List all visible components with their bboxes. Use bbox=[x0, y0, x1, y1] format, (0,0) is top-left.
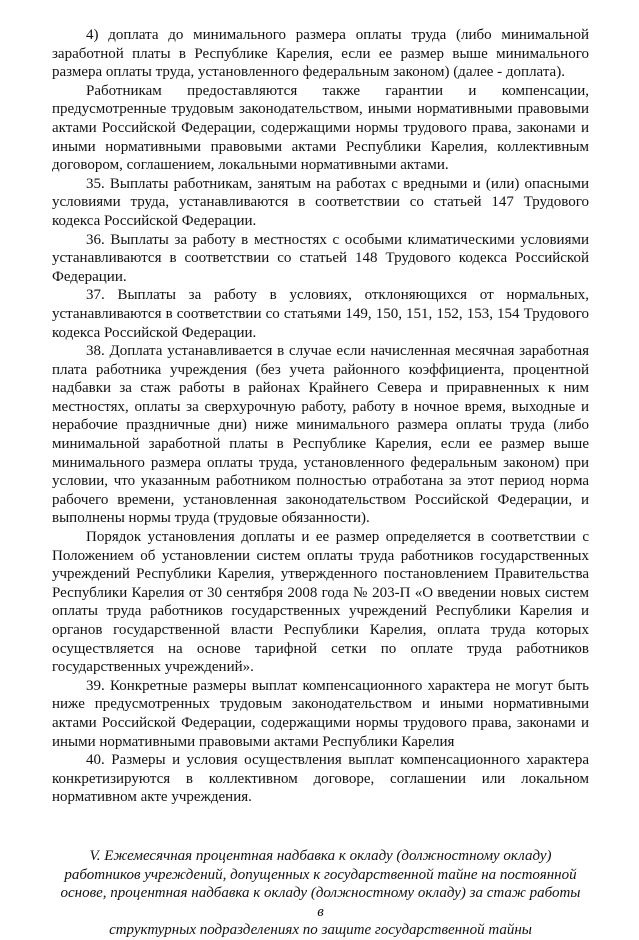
section-heading-line: основе, процентная надбавка к окладу (должностному окладу) за стаж работы в bbox=[60, 885, 581, 920]
paragraph-36: 36. Выплаты за работу в местностях с особыми климатическими условиями устанавливаются в соответствии со статьей 148 Трудового кодекса Российской Федерации. bbox=[52, 231, 589, 285]
paragraph-surcharge-procedure: Порядок установления доплаты и ее размер определяется в соответствии с Положением об установлении систем оплаты труда работников государственных учреждений Республики Карелия, утвержденного постановлением Правительства Республики Карелия от 30 сентября 2008 года № 203-П «О введении новых систем оплаты труда работников государственных учреждений Республики Карелия и органов государственной власти Республики Карелия, оплата труда которых осуществляется на основе тарифной сетки по оплате труда работников государственных учреждений». bbox=[52, 529, 589, 676]
section-heading-line: работников учреждений, допущенных к государственной тайне на постоянной bbox=[64, 866, 577, 883]
paragraph-40: 40. Размеры и условия осуществления выплат компенсационного характера конкретизируются в коллективном договоре, соглашении или локальном нормативном акте учреждения. bbox=[52, 752, 589, 806]
section-heading bbox=[52, 847, 589, 940]
document-body bbox=[52, 26, 589, 940]
section-heading-line: V. Ежемесячная процентная надбавка к окладу (должностному окладу) bbox=[89, 847, 552, 864]
section-heading-line: структурных подразделениях по защите государственной тайны bbox=[109, 922, 532, 939]
paragraph-guarantees: Работникам предоставляются также гарантии и компенсации, предусмотренные трудовым законодательством, иными нормативными правовыми актами Российской Федерации, содержащими нормы трудового права, законами и иными нормативными правовыми актами Республики Карелия, коллективным договором, соглашением, локальными нормативными актами. bbox=[52, 82, 589, 174]
paragraph-37: 37. Выплаты за работу в условиях, отклоняющихся от нормальных, устанавливаются в соответствии со статьями 149, 150, 151, 152, 153, 154 Трудового кодекса Российской Федерации. bbox=[52, 287, 589, 341]
paragraph-35: 35. Выплаты работникам, занятым на работах с вредными и (или) опасными условиями труда, устанавливаются в соответствии со статьей 147 Трудового кодекса Российской Федерации. bbox=[52, 175, 589, 229]
paragraph-39: 39. Конкретные размеры выплат компенсационного характера не могут быть ниже предусмотренных трудовым законодательством и иными нормативными актами Российской Федерации, содержащими нормы трудового права, законами и иными нормативными правовыми актами Республики Карелия bbox=[52, 677, 589, 750]
paragraph-item-4-surcharge: 4) доплата до минимального размера оплаты труда (либо минимальной заработной платы в Республике Карелия, если ее размер выше минимального размера оплаты труда, установленного федеральным законом) (далее - доплата). bbox=[52, 27, 589, 81]
paragraph-38: 38. Доплата устанавливается в случае если начисленная месячная заработная плата работника учреждения (без учета районного коэффициента, процентной надбавки за стаж работы в районах Крайнего Севера и приравненных к ним местностях, оплаты за сверхурочную работу, работу в ночное время, выходные и нерабочие праздничные дни) ниже минимального размера оплаты труда (либо минимальной заработной платы в Республике Карелия, если ее размер выше минимального размера оплаты труда, установленного федеральным законом) при условии, что указанным работником полностью отработана за этот период норма рабочего времени, установленная законодательством Российской Федерации, и выполнены нормы труда (трудовые обязанности). bbox=[52, 343, 589, 527]
